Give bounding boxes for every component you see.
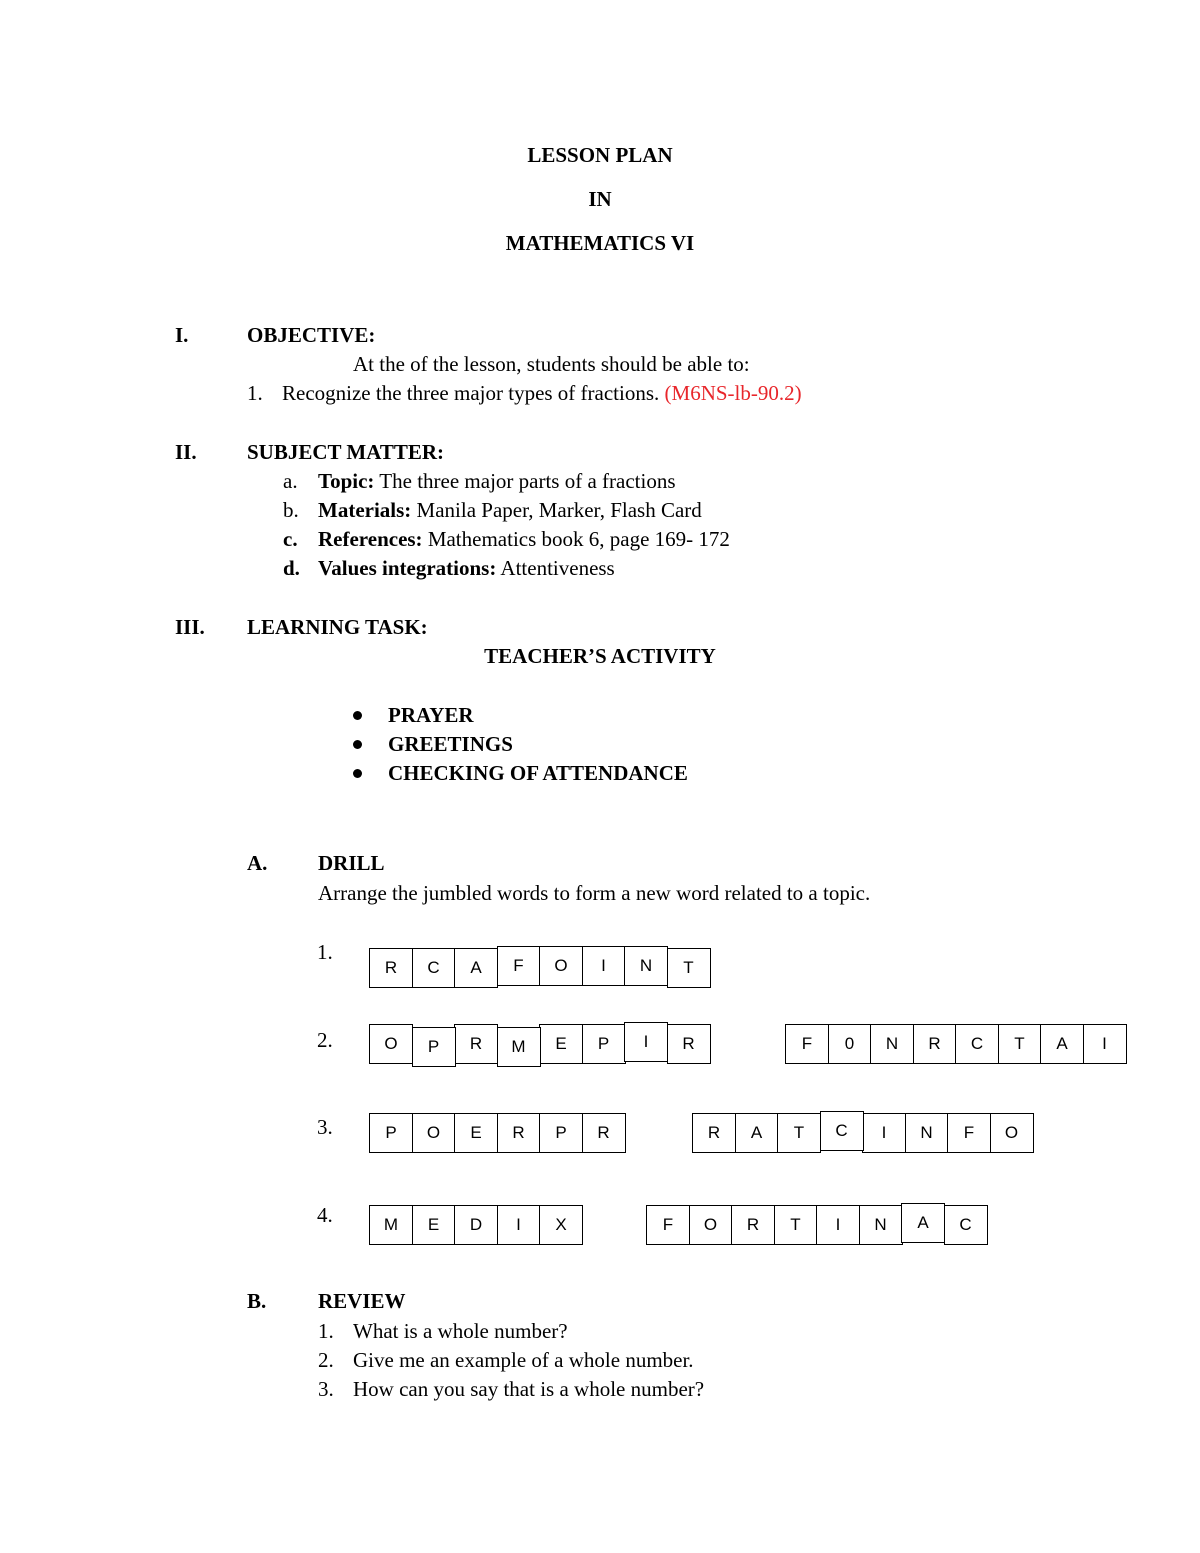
objective-item [282, 381, 802, 406]
letter-box: R [454, 1024, 498, 1064]
subject-item [318, 527, 730, 552]
letter-box: T [774, 1205, 818, 1245]
drill-instruction: Arrange the jumbled words to form a new word related to a topic. [318, 881, 871, 905]
letter-box: M [497, 1027, 541, 1067]
letter-box: N [870, 1024, 914, 1064]
list-letter: a. [283, 469, 298, 493]
letter-box: I [862, 1113, 906, 1153]
letter-box: X [539, 1205, 583, 1245]
letter-box: N [624, 946, 668, 986]
subject-value: Mathematics book 6, page 169- 172 [427, 527, 730, 551]
drill-number: 2. [317, 1028, 333, 1052]
letter-box: 0 [828, 1024, 872, 1064]
letter-box: F [497, 946, 541, 986]
letter-box: A [1040, 1024, 1084, 1064]
subject-label: Values integrations: [318, 556, 497, 580]
jumbled-word [785, 1024, 1127, 1064]
letter-box: R [913, 1024, 957, 1064]
subject-value: The three major parts of a fractions [379, 469, 676, 493]
subject-value: Attentiveness [500, 556, 615, 580]
subsection-letter: A. [247, 851, 268, 875]
letter-box: R [692, 1113, 736, 1153]
letter-box: R [497, 1113, 541, 1153]
letter-box: O [990, 1113, 1034, 1153]
letter-box: I [1083, 1024, 1127, 1064]
bullet-dot [353, 769, 362, 778]
section-numeral: III. [175, 615, 205, 639]
letter-box: I [816, 1205, 860, 1245]
letter-box: O [689, 1205, 733, 1245]
section-heading: OBJECTIVE: [247, 323, 376, 347]
letter-box: A [901, 1203, 945, 1243]
bullet-dot [353, 740, 362, 749]
letter-box: M [369, 1205, 413, 1245]
letter-box: O [539, 946, 583, 986]
list-letter: c. [283, 527, 298, 551]
subsection-heading: DRILL [318, 851, 385, 875]
letter-box: A [454, 948, 498, 988]
list-number: 1. [247, 381, 263, 405]
letter-box: C [944, 1205, 988, 1245]
objective-text: Recognize the three major types of fractions. [282, 381, 660, 405]
jumbled-word [369, 1205, 583, 1245]
letter-box: F [947, 1113, 991, 1153]
activity-item: CHECKING OF ATTENDANCE [388, 761, 688, 785]
subsection-letter: B. [247, 1289, 267, 1313]
list-number: 3. [318, 1377, 334, 1401]
drill-number: 3. [317, 1115, 333, 1139]
letter-box: P [369, 1113, 413, 1153]
section-numeral: I. [175, 323, 189, 347]
letter-box: I [582, 946, 626, 986]
letter-box: R [369, 948, 413, 988]
jumbled-word [692, 1113, 1034, 1153]
section-heading: SUBJECT MATTER: [247, 440, 445, 464]
letter-box: D [454, 1205, 498, 1245]
title-line-2: IN [588, 187, 612, 211]
jumbled-word [369, 948, 711, 988]
letter-box: C [820, 1111, 864, 1151]
letter-box: R [582, 1113, 626, 1153]
letter-box: R [667, 1024, 711, 1064]
list-letter: b. [283, 498, 299, 522]
letter-box: P [412, 1027, 456, 1067]
subject-label: Materials: [318, 498, 412, 522]
list-number: 1. [318, 1319, 334, 1343]
letter-box: O [369, 1024, 413, 1064]
subject-item [318, 469, 676, 494]
letter-box: N [859, 1205, 903, 1245]
subject-label: Topic: [318, 469, 375, 493]
title-line-3: MATHEMATICS VI [505, 231, 695, 255]
letter-box: E [539, 1024, 583, 1064]
subject-item [318, 556, 615, 581]
subject-label: References: [318, 527, 423, 551]
activity-subheading: TEACHER’S ACTIVITY [484, 644, 716, 668]
letter-box: P [539, 1113, 583, 1153]
letter-box: E [412, 1205, 456, 1245]
objective-intro: At the of the lesson, students should be able to: [353, 352, 750, 376]
list-number: 2. [318, 1348, 334, 1372]
letter-box: C [412, 948, 456, 988]
section-heading: LEARNING TASK: [247, 615, 428, 639]
bullet-dot [353, 711, 362, 720]
letter-box: T [998, 1024, 1042, 1064]
letter-box: I [497, 1205, 541, 1245]
letter-box: O [412, 1113, 456, 1153]
letter-box: R [731, 1205, 775, 1245]
drill-number: 1. [317, 940, 333, 964]
activity-item: GREETINGS [388, 732, 513, 756]
title-line-1: LESSON PLAN [527, 143, 673, 167]
letter-box: T [777, 1113, 821, 1153]
jumbled-word [369, 1024, 711, 1064]
review-question: What is a whole number? [353, 1319, 568, 1343]
letter-box: F [785, 1024, 829, 1064]
letter-box: A [735, 1113, 779, 1153]
letter-box: I [624, 1022, 668, 1062]
jumbled-word [369, 1113, 626, 1153]
section-numeral: II. [175, 440, 197, 464]
subject-item [318, 498, 702, 523]
review-question: How can you say that is a whole number? [353, 1377, 705, 1401]
drill-number: 4. [317, 1203, 333, 1227]
letter-box: T [667, 948, 711, 988]
letter-box: E [454, 1113, 498, 1153]
activity-item: PRAYER [388, 703, 474, 727]
subject-value: Manila Paper, Marker, Flash Card [416, 498, 702, 522]
letter-box: F [646, 1205, 690, 1245]
letter-box: P [582, 1024, 626, 1064]
letter-box: C [955, 1024, 999, 1064]
letter-box: N [905, 1113, 949, 1153]
review-question: Give me an example of a whole number. [353, 1348, 694, 1372]
competency-code: (M6NS-lb-90.2) [664, 381, 802, 405]
jumbled-word [646, 1205, 988, 1245]
subsection-heading: REVIEW [318, 1289, 406, 1313]
list-letter: d. [283, 556, 300, 580]
